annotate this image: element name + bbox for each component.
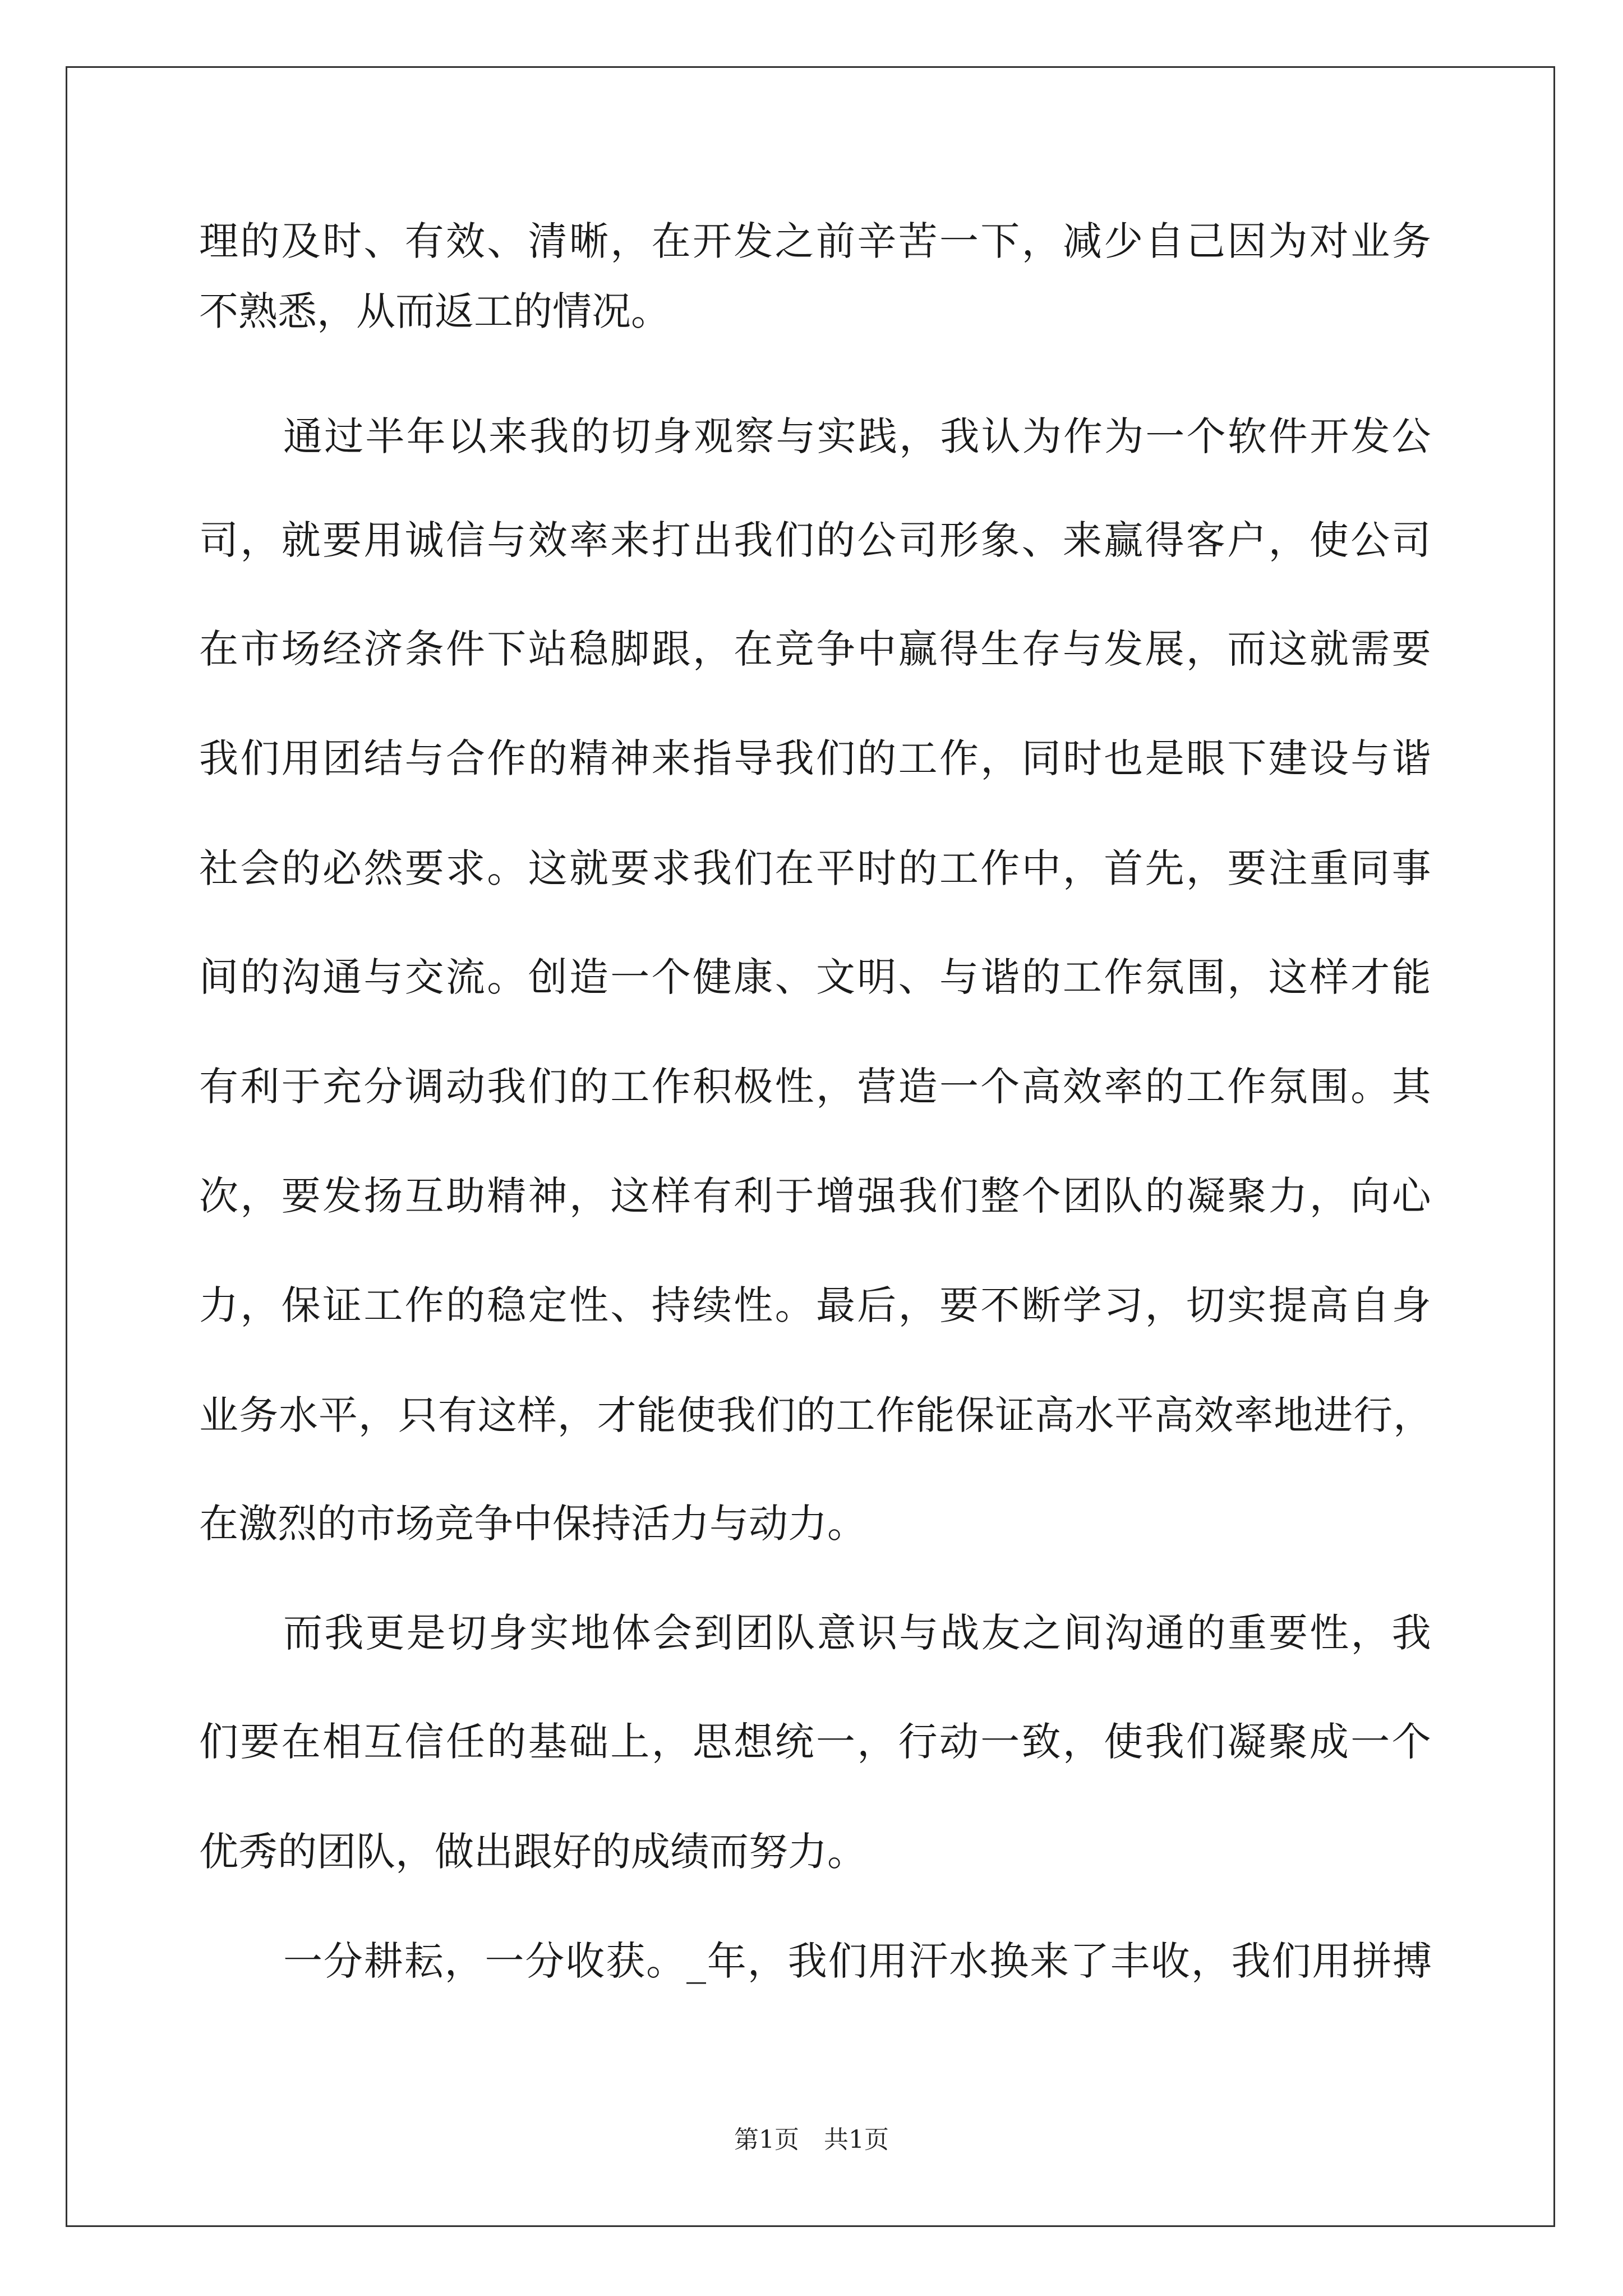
paragraph-first-line: 一分耕耘，一分收获。_年，我们用汗水换来了丰收，我们用拼搏 xyxy=(283,1938,1433,1984)
text-line: 我们用团结与合作的精神来指导我们的工作，同时也是眼下建设与谐 xyxy=(199,735,1433,781)
text-line: 间的沟通与交流。创造一个健康、文明、与谐的工作氛围，这样才能 xyxy=(199,954,1433,1000)
text-line: 司，就要用诚信与效率来打出我们的公司形象、来赢得客户，使公司 xyxy=(199,517,1433,563)
text-line: 有利于充分调动我们的工作积极性，营造一个高效率的工作氛围。其 xyxy=(199,1064,1433,1110)
text-line: 优秀的团队，做出跟好的成绩而努力。 xyxy=(199,1829,866,1875)
text-line: 次，要发扬互助精神，这样有利于增强我们整个团队的凝聚力，向心 xyxy=(199,1173,1433,1219)
paragraph-first-line: 通过半年以来我的切身观察与实践，我认为作为一个软件开发公 xyxy=(283,413,1433,459)
text-line: 不熟悉，从而返工的情况。 xyxy=(199,288,670,334)
text-line: 力，保证工作的稳定性、持续性。最后，要不断学习，切实提高自身 xyxy=(199,1282,1433,1328)
text-line: 在激烈的市场竞争中保持活力与动力。 xyxy=(199,1501,866,1547)
text-line: 社会的必然要求。这就要求我们在平时的工作中，首先，要注重同事 xyxy=(199,845,1433,891)
paragraph-first-line: 而我更是切身实地体会到团队意识与战友之间沟通的重要性，我 xyxy=(283,1610,1433,1656)
text-line: 业务水平，只有这样，才能使我们的工作能保证高水平高效率地进行， xyxy=(199,1392,1433,1438)
text-line: 在市场经济条件下站稳脚跟，在竞争中赢得生存与发展，而这就需要 xyxy=(199,626,1433,672)
page-number: 第1页 共1页 xyxy=(734,2125,889,2154)
text-line: 理的及时、有效、清晰，在开发之前辛苦一下，减少自己因为对业务 xyxy=(199,218,1433,264)
page-border xyxy=(66,66,1555,2227)
text-line: 们要在相互信任的基础上，思想统一，行动一致，使我们凝聚成一个 xyxy=(199,1719,1433,1765)
